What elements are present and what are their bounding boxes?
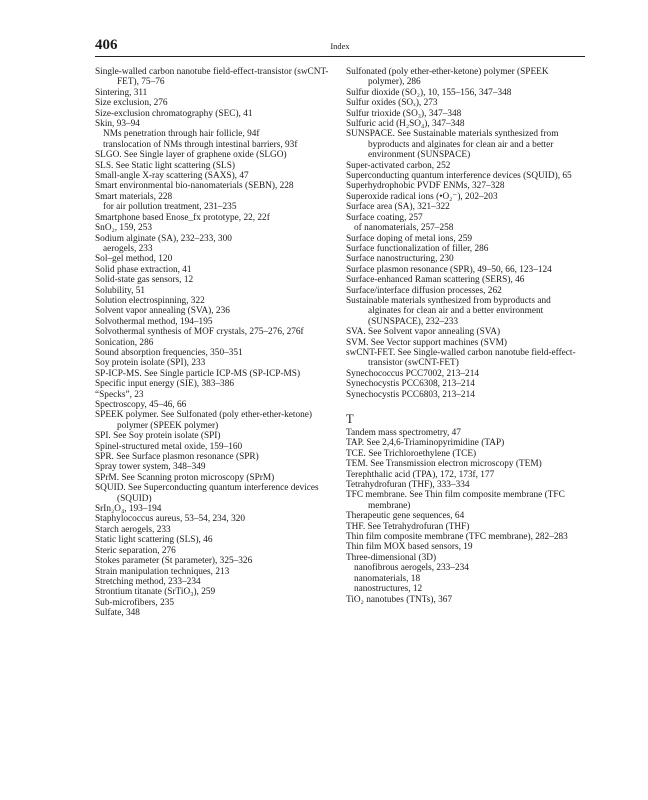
page-number: 406 [95, 37, 118, 53]
index-entry: Stokes parameter (St parameter), 325–326 [95, 556, 253, 567]
index-subentry: for air pollution treatment, 231–235 [103, 202, 237, 213]
index-entry: Static light scattering (SLS), 46 [95, 535, 213, 546]
section-letter-t: T [346, 412, 354, 426]
index-entry: Strain manipulation techniques, 213 [95, 566, 230, 577]
index-entry: SP-ICP-MS. See Single particle ICP-MS (SP-ICP-MS) [95, 368, 301, 379]
page-header [95, 36, 585, 57]
index-entry: Superoxide radical ions (•O₂⁻), 202–203 [346, 191, 498, 202]
index-entry: SPI. See Soy protein isolate (SPI) [95, 431, 221, 442]
index-entry: Thin film MOX based sensors, 19 [346, 542, 473, 553]
index-entry: Tetrahydrofuran (THF), 333–334 [346, 480, 470, 491]
index-entry: SnO₂, 159, 253 [95, 223, 152, 234]
running-head: Index [330, 41, 350, 51]
index-entry: Spray tower system, 348–349 [95, 462, 206, 473]
index-entry: Solid phase extraction, 41 [95, 264, 192, 275]
index-entry: Steric separation, 276 [95, 545, 176, 556]
index-subentry: nanomaterials, 18 [354, 573, 421, 584]
index-entry: Surface coating, 257 [346, 212, 423, 223]
index-entry: Sintering, 311 [95, 87, 148, 98]
index-entry: Sound absorption frequencies, 350–351 [95, 347, 243, 358]
index-entry: Solubility, 51 [95, 285, 146, 296]
index-entry: Solvent vapor annealing (SVA), 236 [95, 306, 230, 317]
index-entry: TEM. See Transmission electron microscopy (TEM) [346, 459, 542, 470]
s-entries-continued [346, 67, 582, 400]
index-entry: Soy protein isolate (SPI), 233 [95, 358, 206, 369]
index-entry: Single-walled carbon nanotube field-effect-transistor (swCNT-FET), 75–76 [95, 67, 329, 88]
index-subentry: nanostructures, 12 [354, 584, 423, 595]
index-entry: Spinel-structured metal oxide, 159–160 [95, 441, 243, 452]
index-entry: SLS. See Static light scattering (SLS) [95, 160, 235, 171]
index-subentry: aerogels, 233 [103, 243, 153, 254]
index-entry: Smart environmental bio-nanomaterials (SEBN), 228 [95, 181, 294, 192]
index-entry: Size-exclusion chromatography (SEC), 41 [95, 108, 253, 119]
index-entry: SPEEK polymer. See Sulfonated (poly ether-ether-ketone) polymer (SPEEK polymer) [95, 410, 313, 431]
index-entry: Surface nanostructuring, 230 [346, 254, 454, 265]
index-entry: Smart materials, 228 [95, 191, 173, 202]
index-subentry: nanofibrous aerogels, 233–234 [354, 563, 469, 574]
index-entry: Thin film composite membrane (TFC membrane), 282–283 [346, 532, 568, 543]
index-entry: Sustainable materials synthesized from byproducts and alginates for clean air and a better environment (SUNSPACE), 232–233 [346, 295, 551, 327]
index-entry: Solid-state gas sensors, 12 [95, 275, 194, 286]
index-entry: Sulfuric acid (H₂SO₄), 347–348 [346, 119, 465, 130]
index-entry: Solvothermal method, 194–195 [95, 316, 213, 327]
index-entry: SPrM. See Scanning proton microscopy (SPrM) [95, 472, 275, 483]
index-entry: Sulfur trioxide (SO₃), 347–348 [346, 108, 462, 119]
index-entry: Sulfur dioxide (SO₂), 10, 155–156, 347–348 [346, 87, 512, 98]
index-entry: Surface functionalization of filler, 286 [346, 243, 489, 254]
index-entry: Small-angle X-ray scattering (SAXS), 47 [95, 171, 249, 182]
index-entry: Surface/interface diffusion processes, 262 [346, 285, 502, 296]
index-entry: Synechocystis PCC6308, 213–214 [346, 379, 475, 390]
index-entry: TCE. See Trichloroethylene (TCE) [346, 448, 477, 459]
index-entry: SVA. See Solvent vapor annealing (SVA) [346, 327, 501, 338]
index-entry: Starch aerogels, 233 [95, 524, 171, 535]
index-entry: Synechocystis PCC6803, 213–214 [346, 389, 475, 400]
index-subentry: NMs penetration through hair follicle, 94f [103, 129, 260, 140]
index-column-left [95, 67, 331, 619]
t-entries [346, 428, 582, 605]
index-entry: Staphylococcus aureus, 53–54, 234, 320 [95, 514, 246, 525]
index-entry: TFC membrane. See Thin film composite membrane (TFC membrane) [346, 490, 565, 511]
index-entry: THF. See Tetrahydrofuran (THF) [346, 521, 470, 532]
index-entry: TAP. See 2,4,6-Triaminopyrimidine (TAP) [346, 438, 505, 449]
index-subentry: of nanomaterials, 257–258 [354, 223, 454, 234]
index-entry: swCNT-FET. See Single-walled carbon nanotube field-effect-transistor (swCNT-FET) [346, 347, 576, 369]
index-entry: SVM. See Vector support machines (SVM) [346, 337, 507, 348]
index-entry: SLGO. See Single layer of graphene oxide (SLGO) [95, 150, 287, 161]
index-entry: Solution electrospinning, 322 [95, 295, 205, 306]
index-entry: Specific input energy (SIE), 383–386 [95, 379, 234, 390]
index-entry: Strontium titanate (SrTiO₃), 259 [95, 587, 216, 598]
index-entry: Solvothermal synthesis of MOF crystals, 275–276, 276f [95, 327, 304, 338]
index-entry: SUNSPACE. See Sustainable materials synthesized from byproducts and alginates for clean air and a better environment (SUNSPACE) [346, 129, 559, 161]
index-entry: Spectroscopy, 45–46, 66 [95, 400, 187, 410]
index-entry: SQUID. See Superconducting quantum interference devices (SQUID) [95, 483, 319, 504]
index-entry: Therapeutic gene sequences, 64 [346, 511, 465, 522]
index-entry: “Specks”, 23 [95, 389, 144, 400]
index-entry: Surface plasmon resonance (SPR), 49–50, 66, 123–124 [346, 264, 552, 275]
index-subentry: translocation of NMs through intestinal barriers, 93f [103, 139, 298, 150]
index-entry: Sodium alginate (SA), 232–233, 300 [95, 233, 232, 244]
index-entry: Skin, 93–94 [95, 119, 140, 130]
index-column-right [346, 67, 582, 605]
index-entry: Smartphone based Enose_fx prototype, 22, 22f [95, 212, 270, 223]
index-entry: SPR. See Surface plasmon resonance (SPR) [95, 452, 259, 463]
index-entry: Size exclusion, 276 [95, 98, 168, 109]
index-entry: Sulfur oxides (SOₓ), 273 [346, 98, 438, 109]
index-entry: Sulfonated (poly ether-ether-ketone) polymer (SPEEK polymer), 286 [346, 67, 549, 88]
index-entry: Surface-enhanced Raman scattering (SERS), 46 [346, 275, 525, 286]
index-entry: Synechococcus PCC7002, 213–214 [346, 368, 479, 379]
index-entry: Surface area (SA), 321–322 [346, 202, 450, 213]
index-entry: Surface doping of metal ions, 259 [346, 233, 472, 244]
index-entry: Three-dimensional (3D) [346, 552, 437, 563]
index-entry: Terephthalic acid (TPA), 172, 173f, 177 [346, 469, 495, 480]
index-entry: SrIn₂O₄, 193–194 [95, 504, 162, 515]
index-entry: Superconducting quantum interference devices (SQUID), 65 [346, 171, 572, 182]
index-entry: Sonication, 286 [95, 337, 154, 348]
index-entry: Sulfate, 348 [95, 608, 140, 619]
index-entry: TiO₂ nanotubes (TNTs), 367 [346, 594, 453, 605]
index-entry: Super-activated carbon, 252 [346, 160, 451, 171]
index-entry: Tandem mass spectrometry, 47 [346, 428, 461, 438]
index-entry: Sol–gel method, 120 [95, 254, 173, 265]
index-entry: Stretching method, 233–234 [95, 576, 201, 587]
index-entry: Sub-microfibers, 235 [95, 597, 175, 608]
index-entry: Superhydrophobic PVDF ENMs, 327–328 [346, 181, 505, 192]
